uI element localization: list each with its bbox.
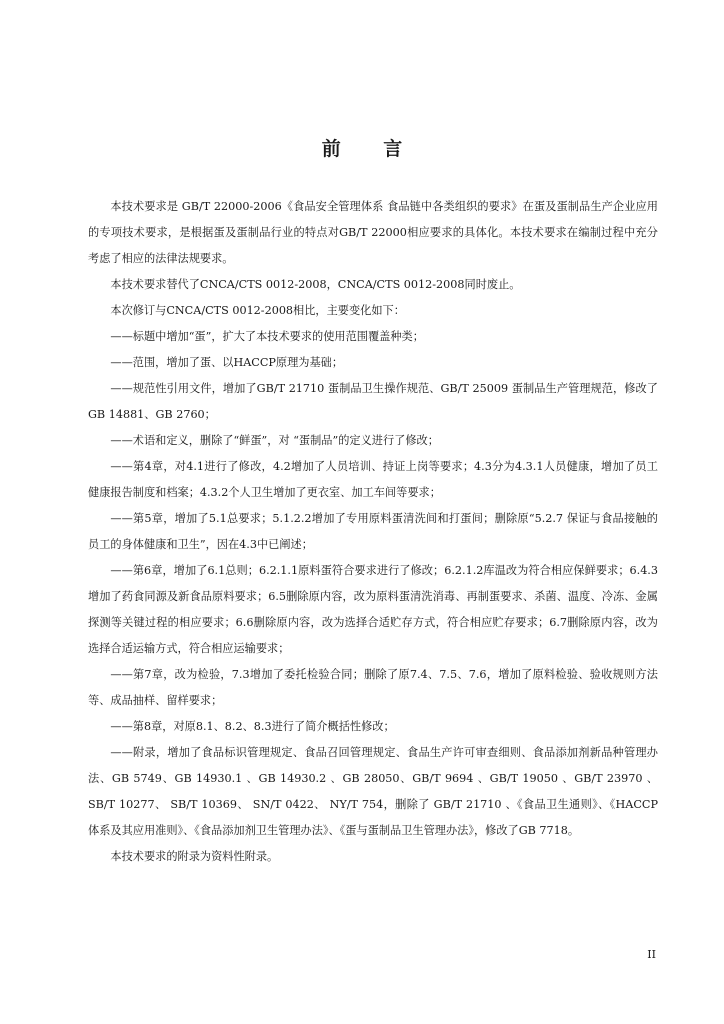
paragraph: ——范围，增加了蛋、以HACCP原理为基础； bbox=[110, 356, 344, 369]
paragraph: ——标题中增加“蛋”，扩大了本技术要求的使用范围覆盖种类； bbox=[110, 330, 424, 343]
paragraph: 本次修订与CNCA/CTS 0012-2008相比，主要变化如下： bbox=[110, 304, 405, 317]
paragraph: 本技术要求的附录为资料性附录。 bbox=[110, 850, 279, 863]
paragraph: ——第5章，增加了5.1总要求；5.1.2.2增加了专用原料蛋清洗间和打蛋间；删除原“5.2.7 保证与食品接触的员工的身体健康和卫生”，因在4.3中已阐述； bbox=[88, 512, 658, 551]
page-number: II bbox=[647, 948, 656, 961]
paragraph: 本技术要求是 GB/T 22000-2006《食品安全管理体系 食品链中各类组织的要求》在蛋及蛋制品生产企业应用的专项技术要求，是根据蛋及蛋制品行业的特点对GB/T 22000相应要求的具体化。本技术要求在编制过程中充分考虑了相应的法律法规要求。 bbox=[88, 200, 658, 265]
paragraph: ——规范性引用文件，增加了GB/T 21710 蛋制品卫生操作规范、GB/T 25009 蛋制品生产管理规范，修改了GB 14881、GB 2760； bbox=[88, 382, 658, 421]
paragraph: 本技术要求替代了CNCA/CTS 0012-2008，CNCA/CTS 0012-2008同时废止。 bbox=[110, 278, 521, 291]
page-title: 前 言 bbox=[321, 138, 421, 160]
paragraph: ——第6章，增加了6.1总则；6.2.1.1原料蛋符合要求进行了修改；6.2.1.2库温改为符合相应保鲜要求；6.4.3增加了药食同源及新食品原料要求；6.5删除原内容，改为原料蛋清洗消毒、再制蛋要求、杀菌、温度、冷冻、金属探测等关键过程的相应要求；6.6删除原内容，改为选择合适贮存方式，符合相应贮存要求；6.7删除原内容，改为选择合适运输方式，符合相应运输要求； bbox=[88, 564, 658, 655]
paragraph: ——第8章，对原8.1、8.2、8.3进行了简介概括性修改； bbox=[110, 720, 395, 733]
paragraph: ——第7章，改为检验，7.3增加了委托检验合同；删除了原7.4、7.5、7.6，增加了原料检验、验收规则方法等、成品抽样、留样要求； bbox=[88, 668, 658, 707]
paragraph: ——第4章，对4.1进行了修改，4.2增加了人员培训、持证上岗等要求；4.3分为4.3.1人员健康，增加了员工健康报告制度和档案；4.3.2个人卫生增加了更衣室、加工车间等要求； bbox=[88, 460, 658, 499]
paragraph: ——附录，增加了食品标识管理规定、食品召回管理规定、食品生产许可审查细则、食品添加剂新品种管理办法、GB 5749、GB 14930.1 、GB 14930.2 、GB 28050、GB/T 9694 、GB/T 19050 、GB/T 23970 、SB/T 10277、 SB/T 10369、 SN/T 0422、 NY/T 754，删除了 GB/T 21710 、《食品卫生通则》、《HACCP体系及其应用准则》、《食品添加剂卫生管理办法》、《蛋与蛋制品卫生管理办法》，修改了GB 7718。 bbox=[88, 746, 658, 837]
document-body bbox=[88, 194, 658, 870]
paragraph: ——术语和定义，删除了“鲜蛋”，对 “蛋制品”的定义进行了修改； bbox=[110, 434, 439, 447]
